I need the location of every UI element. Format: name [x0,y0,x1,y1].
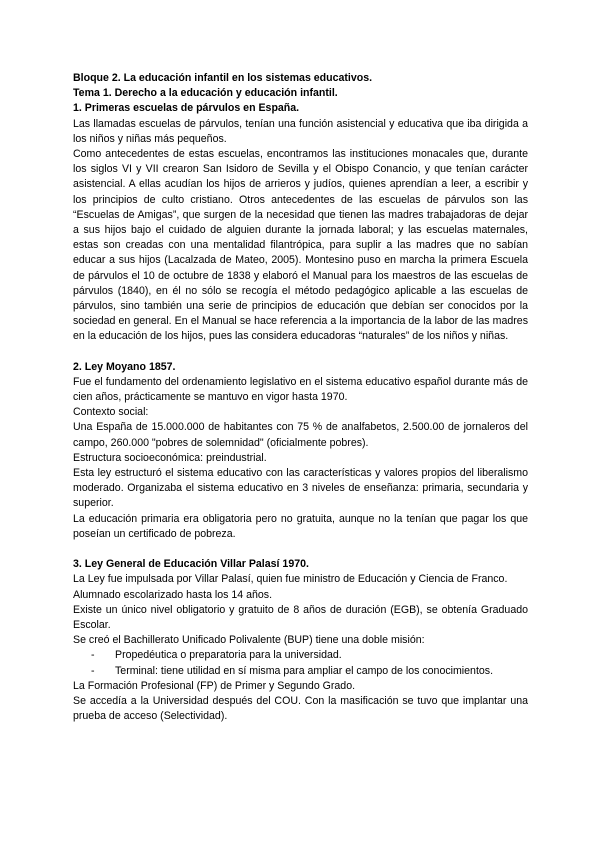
section1-paragraph: Como antecedentes de estas escuelas, encontramos las instituciones monacales que, durante los siglos VI y VII crearon San Isidoro de Sevilla y el Obispo Conancio, y que tenían carácter asistencial. A ellas acudían los hijos de arrieros y judíos, quienes aprendían a leer, a escribir y los principios de culto cristiano. Otros antecedentes de las escuelas de párvulos son las “Escuelas de Amigas”, que surgen de la necesidad que tienen las madres trabajadoras de dejar a sus hijos bajo el cuidado de alguien durante la jornada laboral; y las escuelas maternales, estas son creadas con una mentalidad filantrópica, para suplir a las madres que no sabían educar a sus hijos (Lacalzada de Mateo, 2005). Montesino puso en marcha la primera Escuela de párvulos el 10 de octubre de 1838 y elaboró el Manual para los maestros de las escuelas de párvulos (1840), en él no sólo se recogía el método pedagógico aplicable a las escuelas de párvulos, sino también una serie de principios de educación que debían ser conocidos por la sociedad en general. En el Manual se hace referencia a la importancia de la labor de las madres en la educación de los hijos, pues las considera educadoras “naturales” de los niños y niñas. [73,148,528,343]
section3-paragraph: Se creó el Bachillerato Unificado Polivalente (BUP) tiene una doble misión: [73,634,425,647]
spacer [73,345,528,360]
section3-paragraph: La Formación Profesional (FP) de Primer y Segundo Grado. [73,679,356,692]
section2-paragraph: Fue el fundamento del ordenamiento legislativo en el sistema educativo español durante más de cien años, prácticamente se mantuvo en vigor hasta 1970. [73,375,528,404]
spacer [73,542,528,557]
list-item [73,648,528,663]
section1-paragraph: Las llamadas escuelas de párvulos, tenían una función asistencial y educativa que iba dirigida a los niños y niñas más pequeños. [73,117,528,145]
list-item [73,664,528,679]
dash-marker: - [91,649,95,662]
section2-heading: 2. Ley Moyano 1857. [73,360,176,373]
section3-heading: 3. Ley General de Educación Villar Palasí 1970. [73,558,309,571]
dash-marker: - [91,664,95,677]
list-item-text: Propedéutica o preparatoria para la universidad. [115,649,342,662]
section2-paragraph: La educación primaria era obligatoria pero no gratuita, aunque no la tenían que pagar los que poseían un certificado de pobreza. [73,512,528,540]
section3-paragraph: La Ley fue impulsada por Villar Palasí, quien fue ministro de Educación y Ciencia de Franco. [73,573,508,586]
section1-heading: 1. Primeras escuelas de párvulos en España. [73,102,300,115]
section2-paragraph: Contexto social: [73,406,149,419]
section3-paragraph: Existe un único nivel obligatorio y gratuito de 8 años de duración (EGB), se obtenía Graduado Escolar. [73,603,528,631]
topic-title: Tema 1. Derecho a la educación y educación infantil. [73,87,338,100]
section3-paragraph: Se accedía a la Universidad después del COU. Con la masificación se tuvo que implantar una prueba de acceso (Selectividad). [73,694,528,723]
section2-paragraph: Estructura socioeconómica: preindustrial. [73,451,267,464]
section3-paragraph: Alumnado escolarizado hasta los 14 años. [73,588,273,601]
section2-paragraph: Esta ley estructuró el sistema educativo con las características y valores propios del liberalismo moderado. Organizaba el sistema educativo en 3 niveles de enseñanza: primaria, secundaria y superior. [73,467,528,510]
section2-paragraph: Una España de 15.000.000 de habitantes con 75 % de analfabetos, 2.500.00 de jornaleros del campo, 260.000 "pobres de solemnidad" (oficialmente pobres). [73,421,528,449]
document-body [73,71,528,724]
list-item-text: Terminal: tiene utilidad en sí misma para ampliar el campo de los conocimientos. [115,664,494,677]
section3-bullet-list [73,648,528,678]
block-title: Bloque 2. La educación infantil en los sistemas educativos. [73,72,373,84]
